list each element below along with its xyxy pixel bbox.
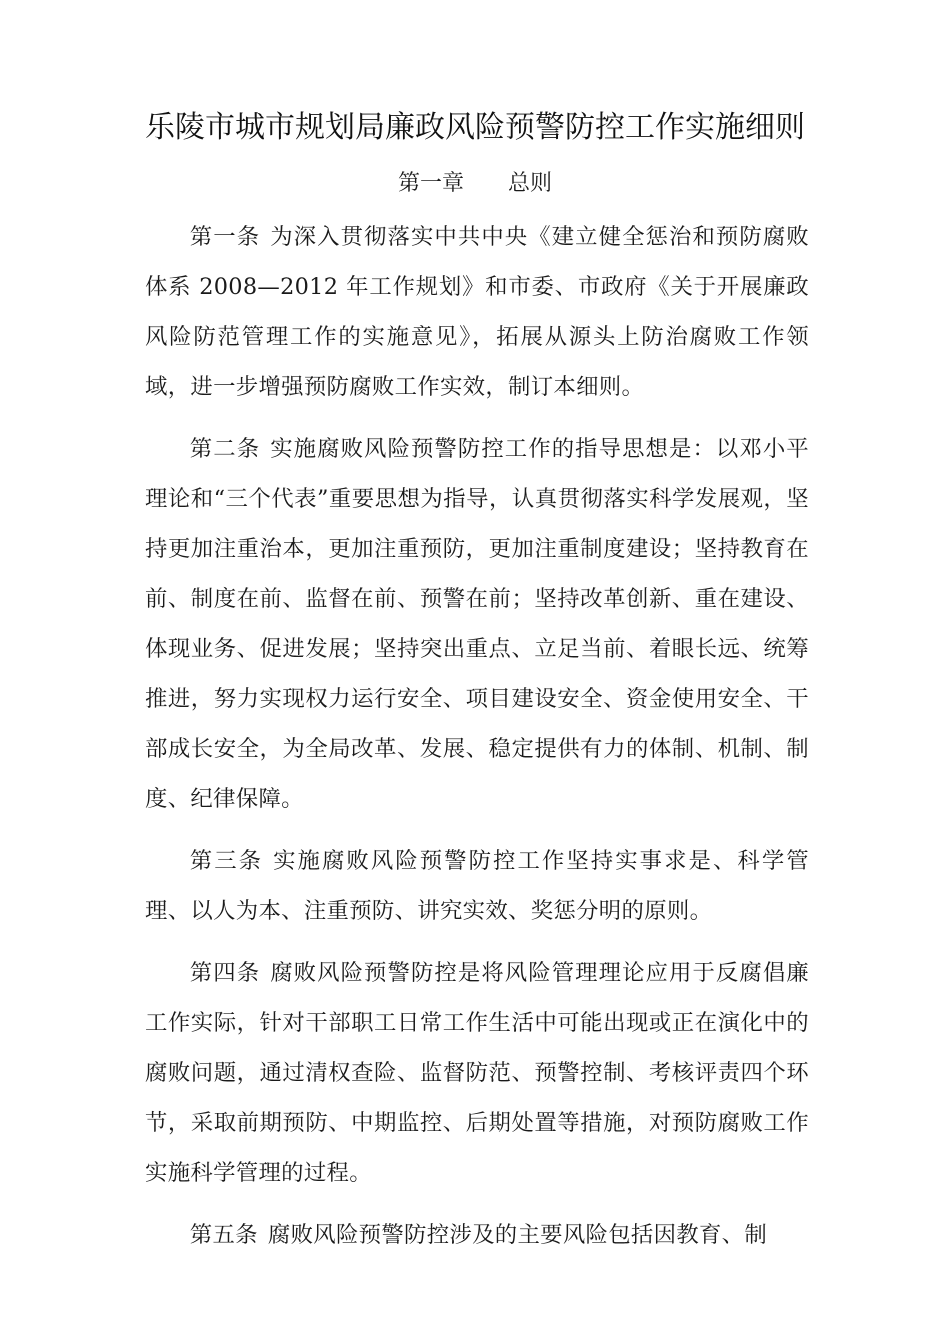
- article-2: [145, 424, 809, 824]
- article-label: 第四条: [189, 960, 261, 986]
- article-text: 实施腐败风险预警防控工作坚持实事求是、科学管理、以人为本、注重预防、讲究实效、奖惩分明的原则。: [145, 848, 809, 924]
- chapter-name: 总则: [508, 171, 553, 196]
- article-label: 第五条: [189, 1222, 258, 1248]
- article-3: [145, 836, 809, 936]
- chapter-heading: [0, 168, 950, 200]
- article-text: 为深入贯彻落实中共中央《建立健全惩治和预防腐败体系 2008—2012 年工作规划》和市委、市政府《关于开展廉政风险防范管理工作的实施意见》，拓展从源头上防治腐败工作领域，进一步增强预防腐败工作实效，制订本细则。: [145, 224, 809, 400]
- article-label: 第一条: [189, 224, 261, 250]
- article-5: [145, 1210, 809, 1260]
- article-4: [145, 948, 809, 1198]
- article-label: 第二条: [189, 436, 261, 462]
- article-text: 实施腐败风险预警防控工作的指导思想是：以邓小平理论和“三个代表”重要思想为指导，认真贯彻落实科学发展观，坚持更加注重治本，更加注重预防，更加注重制度建设；坚持教育在前、制度在前、监督在前、预警在前；坚持改革创新、重在建设、体现业务、促进发展；坚持突出重点、立足当前、着眼长远、统筹推进，努力实现权力运行安全、项目建设安全、资金使用安全、干部成长安全，为全局改革、发展、稳定提供有力的体制、机制、制度、纪律保障。: [145, 436, 809, 812]
- document-body: [145, 212, 809, 1272]
- document-title: 乐陵市城市规划局廉政风险预警防控工作实施细则: [145, 110, 805, 145]
- chapter-number: 第一章: [397, 171, 464, 196]
- article-label: 第三条: [189, 848, 264, 874]
- article-text: 腐败风险预警防控是将风险管理理论应用于反腐倡廉工作实际，针对干部职工日常工作生活中可能出现或正在演化中的腐败问题，通过清权查险、监督防范、预警控制、考核评责四个环节，采取前期预防、中期监控、后期处置等措施，对预防腐败工作实施科学管理的过程。: [145, 960, 809, 1186]
- article-1: [145, 212, 809, 412]
- article-text: 腐败风险预警防控涉及的主要风险包括因教育、制: [267, 1222, 768, 1248]
